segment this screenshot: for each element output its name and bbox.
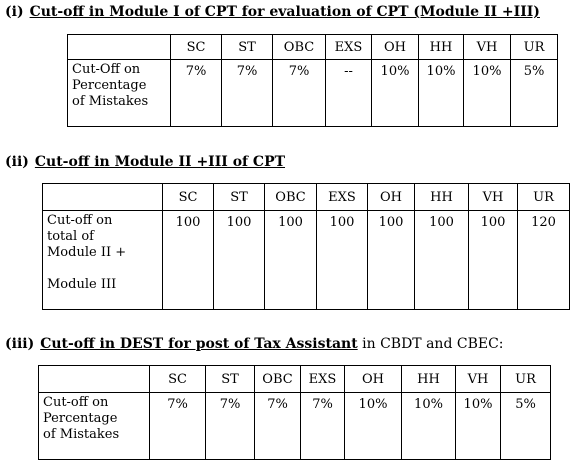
- section2-title: Cut-off in Module II +III of CPT: [34, 154, 286, 170]
- section2-header-sc: SC: [163, 184, 214, 211]
- section1-data-row: [68, 60, 558, 127]
- section1-heading: [5, 4, 540, 20]
- section1-value-sc: 7%: [171, 60, 222, 127]
- section1-header-hh: HH: [419, 35, 464, 60]
- section2-number: (ii): [5, 154, 29, 170]
- section2-value-exs: 100: [317, 211, 368, 310]
- section1-header-obc: OBC: [273, 35, 326, 60]
- section3-data-row: [39, 393, 551, 460]
- section2-header-vh: VH: [469, 184, 518, 211]
- section3-header-ur: UR: [501, 366, 551, 393]
- section3-value-hh: 10%: [402, 393, 456, 460]
- section1-value-vh: 10%: [464, 60, 511, 127]
- section1-header-blank: [68, 35, 171, 60]
- section3-header-blank: [39, 366, 150, 393]
- section2-value-vh: 100: [469, 211, 518, 310]
- section1-header-sc: SC: [171, 35, 222, 60]
- section3-value-st: 7%: [206, 393, 255, 460]
- section2-header-hh: HH: [415, 184, 469, 211]
- section3-header-oh: OH: [345, 366, 402, 393]
- section3-value-obc: 7%: [255, 393, 301, 460]
- section3-header-obc: OBC: [255, 366, 301, 393]
- section3-value-sc: 7%: [150, 393, 206, 460]
- section3-row-label: [39, 393, 150, 460]
- section3-header-exs: EXS: [301, 366, 345, 393]
- section3-value-vh: 10%: [456, 393, 501, 460]
- section3-header-row: [39, 366, 551, 393]
- section2-header-row: [43, 184, 570, 211]
- section1-header-st: ST: [222, 35, 273, 60]
- section3-label-line-1: Cut-off on: [43, 395, 109, 410]
- section1-value-obc: 7%: [273, 60, 326, 127]
- section2-label-line-4: Module III: [47, 277, 117, 292]
- section2-table: [42, 183, 570, 310]
- section3-number: (iii): [5, 336, 35, 352]
- section2-value-st: 100: [214, 211, 265, 310]
- section2-header-st: ST: [214, 184, 265, 211]
- section2-header-blank: [43, 184, 163, 211]
- section3-table: [38, 365, 551, 460]
- section3-label-line-3: of Mistakes: [43, 427, 120, 442]
- section3-value-ur: 5%: [501, 393, 551, 460]
- section3-title: Cut-off in DEST for post of Tax Assistant: [40, 336, 358, 352]
- section2-value-ur: 120: [518, 211, 570, 310]
- section2-data-row: [43, 211, 570, 310]
- section1-value-ur: 5%: [511, 60, 558, 127]
- section2-label-line-3: Module II +: [47, 245, 127, 260]
- section1-value-st: 7%: [222, 60, 273, 127]
- section1-header-ur: UR: [511, 35, 558, 60]
- section1-header-oh: OH: [372, 35, 419, 60]
- section2-header-obc: OBC: [265, 184, 317, 211]
- section1-header-exs: EXS: [326, 35, 372, 60]
- section1-label-line-2: Percentage: [72, 78, 147, 93]
- section3-label-line-2: Percentage: [43, 411, 118, 426]
- section1-label-line-1: Cut-Off on: [72, 62, 141, 77]
- section2-header-oh: OH: [368, 184, 415, 211]
- section1-title: Cut-off in Module I of CPT for evaluation of CPT (Module II +III): [29, 4, 540, 20]
- section1-number: (i): [5, 4, 24, 20]
- section1-header-vh: VH: [464, 35, 511, 60]
- section1-row-label: [68, 60, 171, 127]
- section3-value-exs: 7%: [301, 393, 345, 460]
- section2-value-sc: 100: [163, 211, 214, 310]
- section1-label-line-1-wrap: [72, 62, 166, 78]
- section2-value-hh: 100: [415, 211, 469, 310]
- section3-header-vh: VH: [456, 366, 501, 393]
- section2-value-oh: 100: [368, 211, 415, 310]
- section2-row-label: [43, 211, 163, 310]
- section2-label-spacer: [47, 261, 158, 277]
- section2-header-ur: UR: [518, 184, 570, 211]
- section1-value-exs: --: [326, 60, 372, 127]
- section3-header-st: ST: [206, 366, 255, 393]
- section1-label-line-3: of Mistakes: [72, 94, 149, 109]
- section1-table: [67, 34, 558, 127]
- section3-title-suffix: in CBDT and CBEC:: [357, 336, 504, 352]
- section1-header-row: [68, 35, 558, 60]
- section3-header-sc: SC: [150, 366, 206, 393]
- section3-header-hh: HH: [402, 366, 456, 393]
- section2-label-line-1: Cut-off on: [47, 213, 113, 228]
- section2-label-line-2: total of: [47, 229, 94, 244]
- section2-header-exs: EXS: [317, 184, 368, 211]
- section2-value-obc: 100: [265, 211, 317, 310]
- section1-value-hh: 10%: [419, 60, 464, 127]
- section3-heading: [5, 336, 504, 352]
- section1-value-oh: 10%: [372, 60, 419, 127]
- section2-heading: [5, 154, 285, 170]
- section3-value-oh: 10%: [345, 393, 402, 460]
